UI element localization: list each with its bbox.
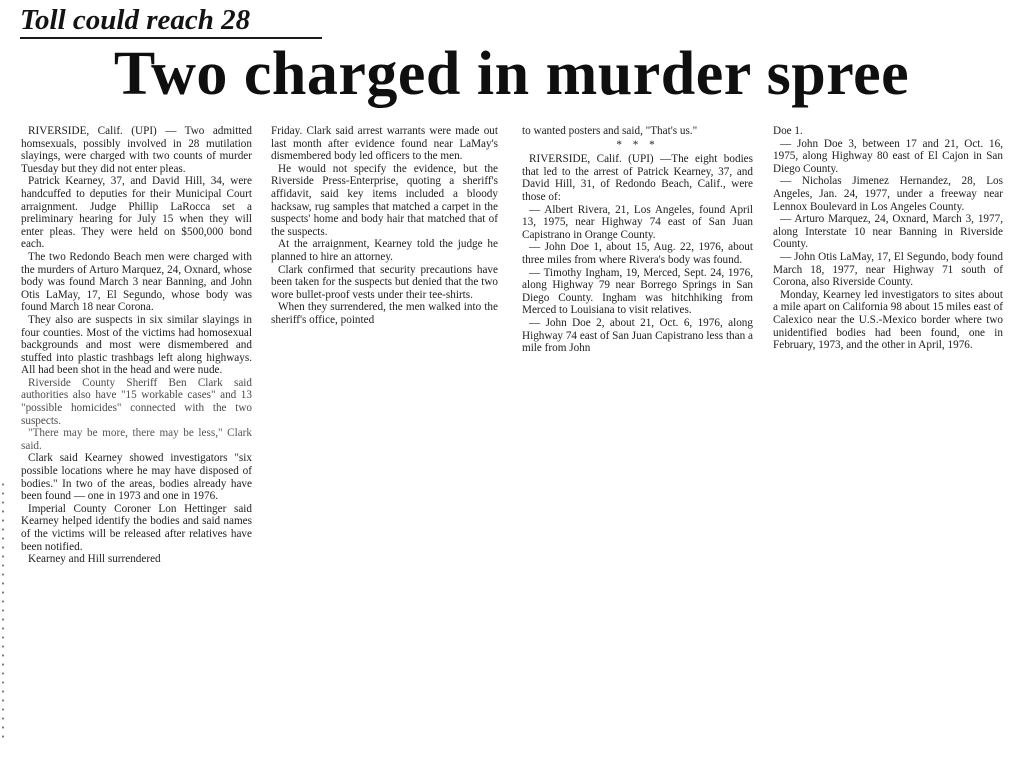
paragraph: Doe 1. xyxy=(773,125,803,137)
paragraph: to wanted posters and said, "That's us." xyxy=(522,125,698,137)
kicker: Toll could reach 28 xyxy=(20,4,251,36)
paragraph: — Arturo Marquez, 24, Oxnard, March 3, 1977, along Interstate 10 near Banning in Riverside County. xyxy=(773,213,1003,251)
paragraph: — John Doe 2, about 21, Oct. 6, 1976, along Highway 74 east of San Juan Capistrano less than a mile from John xyxy=(522,316,753,355)
scan-edge-marks xyxy=(0,480,6,740)
paragraph: They also are suspects in six similar slayings in four counties. Most of the victims had homosexual backgrounds and most were dismembered and stuffed into plastic trashbags left along highways. All had been shot in the head and were nude. xyxy=(21,313,252,377)
paragraph: — John Doe 1, about 15, Aug. 22, 1976, about three miles from where Rivera's body was found. xyxy=(522,241,753,266)
paragraph: — Timothy Ingham, 19, Merced, Sept. 24, 1976, along Highway 79 near Borrego Springs in San Diego County. Ingham was hitchhiking from Merced to Louisiana to visit relatives. xyxy=(522,266,753,317)
paragraph: He would not specify the evidence, but the Riverside Press-Enterprise, quoting a sheriff's affidavit, said key items included a bloody hacksaw, rug samples that matched a carpet in the suspects' home and body hair that matched that of the suspects. xyxy=(271,162,498,238)
headline: Two charged in murder spree xyxy=(113,40,910,108)
paragraph: Clark confirmed that security precautions have been taken for the suspects but denied that the two wore bullet-proof vests under their tee-shirts. xyxy=(271,263,498,301)
paragraph: RIVERSIDE, Calif. (UPI) —The eight bodies that led to the arrest of Patrick Kearney, 37, and David Hill, 31, of Redondo Beach, Calif., were those of: xyxy=(522,153,753,203)
paragraph: Clark said Kearney showed investigators "six possible locations where he may have disposed of bodies." In two of the areas, bodies already have been found — one in 1973 and one in 1976. xyxy=(21,452,252,503)
paragraph: — John Otis LaMay, 17, El Segundo, body found March 18, 1977, near Highway 71 south of Corona, also Riverside County. xyxy=(773,250,1003,289)
paragraph: Imperial County Coroner Lon Hettinger said Kearney helped identify the bodies and said names of the victims will be released after relatives have been notified. xyxy=(21,502,252,553)
paragraph: When they surrendered, the men walked into the sheriff's office, pointed xyxy=(271,301,498,326)
section-divider: * * * xyxy=(616,138,659,151)
paragraph: Monday, Kearney led investigators to sites about a mile apart on California 98 about 15 miles east of Calexico near the U.S.-Mexico border where two unidentified bodies had been found, one in February, 1973, and the other in April, 1976. xyxy=(773,288,1003,352)
column-2 xyxy=(271,125,498,327)
column-1 xyxy=(21,125,252,566)
paragraph: — Nicholas Jimenez Hernandez, 28, Los Angeles, Jan. 24, 1977, under a freeway near Lennox Boulevard in Los Angeles County. xyxy=(773,175,1003,213)
paragraph: Kearney and Hill surrendered xyxy=(28,553,161,566)
paragraph: Riverside County Sheriff Ben Clark said authorities also have "15 workable cases" and 13 "possible homicides" connected with the two suspects. xyxy=(21,376,252,427)
paragraph: — John Doe 3, between 17 and 21, Oct. 16, 1975, along Highway 80 east of El Cajon in San Diego County. xyxy=(773,137,1003,175)
paragraph: "There may be more, there may be less," Clark said. xyxy=(21,427,252,452)
paragraph: Patrick Kearney, 37, and David Hill, 34, were handcuffed to deputies for their Municipal Court arraignment. Judge Phillip LaRocca set a preliminary hearing for July 15 when they will enter pleas. They were held on $500,000 bond each. xyxy=(21,175,252,251)
paragraph: — Albert Rivera, 21, Los Angeles, found April 13, 1975, near Highway 74 east of San Juan Capistrano in Orange County. xyxy=(522,203,753,241)
paragraph: The two Redondo Beach men were charged with the murders of Arturo Marquez, 24, Oxnard, whose body was found March 3 near Banning, and John Otis LaMay, 17, El Segundo, whose body was found March 18 near Corona. xyxy=(21,250,252,314)
column-4 xyxy=(773,125,1003,352)
paragraph: At the arraignment, Kearney told the judge he planned to hire an attorney. xyxy=(271,238,498,263)
paragraph: RIVERSIDE, Calif. (UPI) — Two admitted homsexuals, possibly involved in 28 mutilation slayings, were charged with two counts of murder Tuesday but they did not enter pleas. xyxy=(21,125,252,175)
column-3 xyxy=(522,125,753,355)
paragraph: Friday. Clark said arrest warrants were made out last month after evidence found near LaMay's dismembered body led officers to the men. xyxy=(271,125,498,163)
